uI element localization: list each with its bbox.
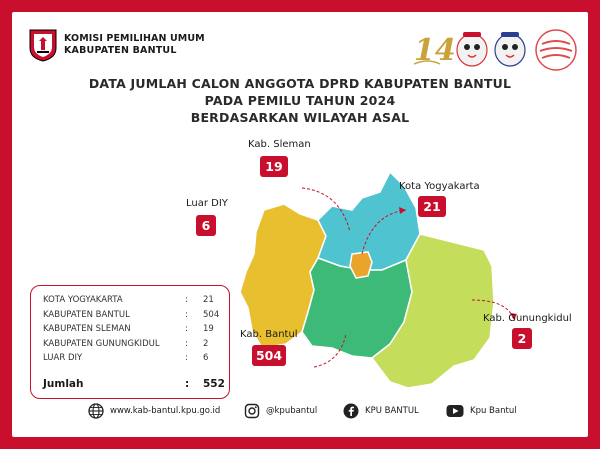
table-row bbox=[43, 324, 229, 339]
row-name: KABUPATEN BANTUL bbox=[43, 309, 130, 320]
row-value: 21 bbox=[203, 295, 214, 305]
region-label-gunungkidul: Kab. Gunungkidul bbox=[483, 313, 572, 324]
region-label-sleman: Kab. Sleman bbox=[248, 139, 311, 150]
table-row bbox=[43, 295, 229, 310]
title-line-2: PADA PEMILU TAHUN 2024 bbox=[204, 93, 396, 108]
region-label-bantul: Kab. Bantul bbox=[240, 329, 298, 340]
total-value: 552 bbox=[203, 377, 225, 390]
total-separator: : bbox=[185, 377, 190, 390]
instagram-icon bbox=[244, 403, 260, 419]
footer-facebook[interactable] bbox=[343, 401, 419, 421]
row-name: KABUPATEN GUNUNGKIDUL bbox=[43, 338, 160, 349]
instagram-text: @kpubantul bbox=[266, 406, 318, 416]
region-count-bantul: 504 bbox=[252, 345, 286, 366]
row-separator: : bbox=[185, 309, 188, 320]
mascot-left-icon bbox=[457, 32, 487, 66]
org-subname: KABUPATEN BANTUL bbox=[64, 45, 177, 56]
region-count-yogyakarta: 21 bbox=[418, 196, 446, 217]
globe-icon bbox=[88, 403, 104, 419]
footer-website[interactable] bbox=[88, 401, 220, 421]
row-name: LUAR DIY bbox=[43, 353, 83, 363]
region-map bbox=[222, 162, 522, 412]
footer-youtube[interactable] bbox=[446, 401, 517, 421]
region-count-luar-diy: 6 bbox=[196, 215, 216, 236]
row-separator: : bbox=[185, 295, 188, 305]
row-separator: : bbox=[185, 338, 188, 349]
row-value: 19 bbox=[203, 324, 214, 334]
row-separator: : bbox=[185, 353, 188, 363]
election-mascot-logos bbox=[410, 24, 580, 74]
table-total-row bbox=[43, 378, 229, 392]
row-value: 2 bbox=[203, 338, 209, 349]
region-label-yogyakarta: Kota Yogyakarta bbox=[399, 181, 480, 192]
infographic-card bbox=[12, 12, 588, 437]
facebook-text: KPU BANTUL bbox=[365, 406, 419, 416]
region-count-sleman: 19 bbox=[260, 156, 288, 177]
row-value: 504 bbox=[203, 309, 220, 320]
14-february-logo-icon bbox=[414, 33, 456, 68]
row-name: KABUPATEN SLEMAN bbox=[43, 324, 131, 334]
org-name: KOMISI PEMILIHAN UMUM bbox=[64, 33, 205, 44]
table-row bbox=[43, 310, 229, 325]
mascot-right-icon bbox=[495, 32, 525, 66]
footer-instagram[interactable] bbox=[244, 401, 317, 421]
website-text: www.kab-bantul.kpu.go.id bbox=[110, 406, 221, 416]
pemilu-tagline-badge-icon bbox=[536, 30, 576, 70]
youtube-icon bbox=[446, 404, 464, 418]
region-count-gunungkidul: 2 bbox=[512, 328, 532, 349]
total-label: Jumlah bbox=[43, 377, 84, 390]
table-row bbox=[43, 339, 229, 354]
region-shape-yogyakarta bbox=[350, 252, 372, 278]
region-label-luar-diy: Luar DIY bbox=[186, 198, 228, 209]
row-separator: : bbox=[185, 324, 188, 334]
youtube-text: Kpu Bantul bbox=[470, 406, 517, 416]
table-row bbox=[43, 353, 229, 368]
row-name: KOTA YOGYAKARTA bbox=[43, 295, 123, 305]
title-line-3: BERDASARKAN WILAYAH ASAL bbox=[190, 110, 410, 125]
row-value: 6 bbox=[203, 353, 209, 363]
title-line-1: DATA JUMLAH CALON ANGGOTA DPRD KABUPATEN BANTUL bbox=[88, 76, 512, 91]
kpu-logo-icon bbox=[28, 28, 58, 62]
summary-table bbox=[30, 285, 230, 399]
svg-text:14: 14 bbox=[414, 33, 456, 68]
facebook-icon bbox=[343, 403, 359, 419]
